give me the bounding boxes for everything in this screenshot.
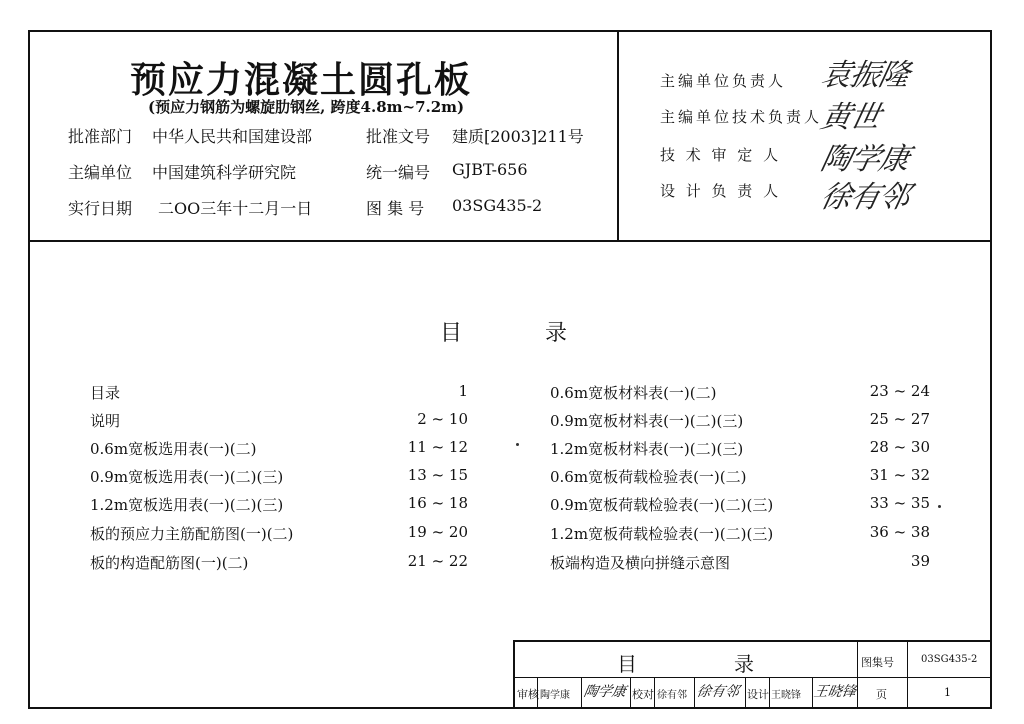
toc-item-title[interactable]: 1.2m宽板荷载检验表(一)(二)(三) — [550, 525, 774, 543]
toc-item-title[interactable]: 0.9m宽板选用表(一)(二)(三) — [90, 468, 284, 486]
toc-item-pages: 28 ~ 30 — [869, 438, 930, 456]
page-number: 1 — [944, 686, 951, 699]
toc-item-pages: 19 ~ 20 — [407, 523, 468, 541]
title-block-divider — [513, 677, 992, 678]
atlas-no: 03SG435-2 — [452, 196, 543, 215]
title-block-cell-divider — [694, 677, 695, 709]
toc-item-pages: 25 ~ 27 — [869, 410, 930, 428]
toc-item-title[interactable]: 板的构造配筋图(一)(二) — [90, 554, 249, 572]
toc-item-pages: 13 ~ 15 — [407, 466, 468, 484]
title-block-atlas-label: 图集号 — [861, 656, 894, 669]
header-divider — [28, 240, 992, 242]
approval-dept-label: 批准部门 — [68, 127, 133, 146]
approval-doc-label: 批准文号 — [366, 127, 431, 146]
toc-item-title[interactable]: 0.6m宽板选用表(一)(二) — [90, 440, 257, 458]
editor-label: 主编单位 — [68, 163, 133, 182]
title-block-title-right: 录 — [734, 652, 754, 676]
responsible-label-design-lead: 设 计 负 责 人 — [660, 182, 782, 200]
toc-heading-left: 目 — [440, 321, 463, 346]
effective-label: 实行日期 — [68, 199, 133, 218]
toc-item-title[interactable]: 目录 — [90, 384, 121, 402]
title-block-atlas-no: 03SG435-2 — [921, 654, 978, 665]
header-vertical-divider — [617, 30, 619, 241]
unified-no: GJBT-656 — [452, 160, 528, 179]
title-block-cell-divider — [581, 677, 582, 709]
toc-item-title[interactable]: 说明 — [90, 412, 121, 430]
toc-heading-right: 录 — [545, 321, 568, 346]
document-subtitle: (预应力钢筋为螺旋肋钢丝, 跨度4.8m~7.2m) — [148, 98, 465, 116]
atlas-no-label: 图 集 号 — [366, 199, 425, 218]
responsible-label-chief-editor: 主编单位负责人 — [660, 72, 787, 90]
toc-item-pages: 31 ~ 32 — [869, 466, 930, 484]
toc-item-title[interactable]: 1.2m宽板选用表(一)(二)(三) — [90, 496, 284, 514]
toc-item-title[interactable]: 0.6m宽板材料表(一)(二) — [550, 384, 717, 402]
toc-item-pages: 23 ~ 24 — [869, 382, 930, 400]
review-name: 陶学康 — [540, 690, 570, 701]
toc-item-pages: 2 ~ 10 — [417, 410, 468, 428]
page-label: 页 — [876, 688, 887, 701]
responsible-label-tech-reviewer: 技 术 审 定 人 — [660, 146, 782, 164]
toc-item-title[interactable]: 0.9m宽板荷载检验表(一)(二)(三) — [550, 496, 774, 514]
effective-date: 二OO三年十二月一日 — [158, 199, 313, 218]
approval-doc: 建质[2003]211号 — [452, 127, 584, 146]
check-label: 校对 — [632, 688, 654, 701]
scan-speck — [938, 505, 941, 508]
approval-dept: 中华人民共和国建设部 — [152, 127, 313, 146]
title-block-col-divider — [907, 640, 908, 709]
title-block-title-left: 目 — [617, 652, 637, 676]
signature-chief-editor: 袁振隆 — [817, 58, 912, 93]
toc-item-title[interactable]: 0.6m宽板荷载检验表(一)(二) — [550, 468, 747, 486]
toc-item-title[interactable]: 0.9m宽板材料表(一)(二)(三) — [550, 412, 744, 430]
toc-item-title[interactable]: 板的预应力主筋配筋图(一)(二) — [90, 525, 294, 543]
unified-no-label: 统一编号 — [366, 163, 431, 182]
design-name: 王晓锋 — [771, 690, 801, 701]
document-title: 预应力混凝土圆孔板 — [130, 60, 473, 101]
responsible-label-tech-lead: 主编单位技术负责人 — [660, 108, 823, 126]
scan-speck — [516, 443, 519, 446]
toc-item-pages: 11 ~ 12 — [407, 438, 468, 456]
review-label: 审核 — [517, 688, 539, 701]
signature-tech-reviewer: 陶学康 — [817, 142, 912, 177]
toc-item-pages: 21 ~ 22 — [407, 552, 468, 570]
design-label: 设计 — [747, 688, 769, 701]
toc-item-title[interactable]: 板端构造及横向拼缝示意图 — [550, 554, 731, 572]
title-block-cell-divider — [654, 677, 655, 709]
design-signature: 王晓锋 — [812, 684, 858, 700]
title-block-col-divider — [857, 640, 858, 709]
title-block-cell-divider — [745, 677, 746, 709]
review-signature: 陶学康 — [582, 684, 628, 700]
signature-design-lead: 徐有邻 — [817, 180, 912, 215]
toc-item-pages: 16 ~ 18 — [407, 494, 468, 512]
check-signature: 徐有邻 — [695, 684, 741, 700]
editor: 中国建筑科学研究院 — [152, 163, 297, 182]
toc-item-title[interactable]: 1.2m宽板材料表(一)(二)(三) — [550, 440, 744, 458]
toc-item-pages: 39 — [910, 552, 930, 570]
toc-item-pages: 36 ~ 38 — [869, 523, 930, 541]
signature-tech-lead: 黄世 — [817, 100, 883, 135]
title-block-cell-divider — [769, 677, 770, 709]
title-block-cell-divider — [630, 677, 631, 709]
toc-item-pages: 1 — [458, 382, 468, 400]
check-name: 徐有邻 — [657, 690, 687, 701]
toc-item-pages: 33 ~ 35 — [869, 494, 930, 512]
